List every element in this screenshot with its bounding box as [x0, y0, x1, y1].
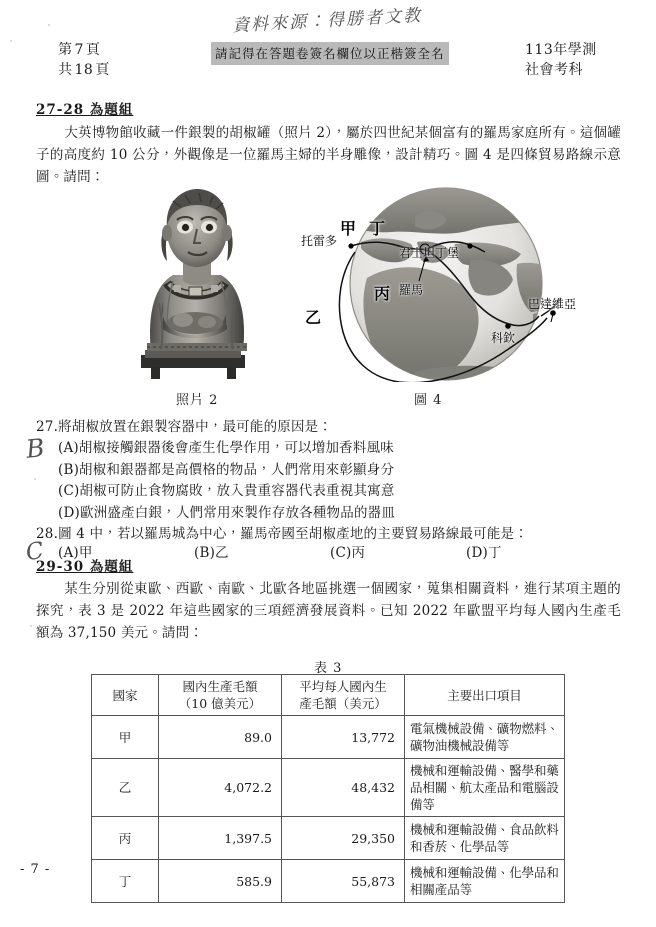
header-gdp-line2: （10 億美元）: [178, 696, 262, 711]
figure-4-caption: 圖 4: [414, 393, 443, 408]
passage-29-30: 某生分別從東歐、西歐、南歐、北歐各地區挑選一個國家，蒐集相關資料，進行某項主題的探究，表 3 是 2022 年這些國家的三項經濟發展資料。已知 2022 年歐盟平均每人國內生產毛額為 37,150 美元。請問：: [36, 581, 621, 641]
cell-main-exports: 電氣機械設備、礦物燃料、礦物油機械設備等: [405, 716, 565, 759]
question-27-stem: 將胡椒放置在銀製容器中，最可能的原因是：: [58, 419, 333, 435]
passage-27-28: 大英博物館收藏一件銀製的胡椒罐（照片 2），屬於四世紀某個富有的羅馬家庭所有。這個罐子的高度約 10 公分，外觀像是一位羅馬主婦的半身雕像，設計精巧。圖 4 是四條貿易路線示意圖。請問：: [36, 125, 621, 185]
cell-country: 甲: [92, 716, 159, 759]
cell-main-exports: 機械和運輸設備、食品飲料和香菸、化學品等: [405, 817, 565, 860]
option-27-a[interactable]: (A)胡椒接觸銀器後會產生化學作用，可以增加香料風味: [58, 440, 394, 456]
handwritten-answer-28: C: [23, 537, 46, 567]
cell-main-exports: 機械和運輸設備、醫學和藥品相關、航太產品和電腦設備等: [405, 759, 565, 817]
globe-label-route-yi: 乙: [305, 308, 322, 327]
page-total-prefix: 共: [58, 62, 73, 78]
header-pc-line2: 產毛額（美元）: [299, 696, 387, 711]
globe-label-route-bing: 丙: [374, 284, 391, 303]
page-current-prefix: 第: [58, 42, 73, 58]
page-current-suffix: 頁: [85, 42, 101, 58]
option-27-c[interactable]: (C)胡椒可防止食物腐敗，放入貴重容器代表重視其寓意: [58, 483, 395, 499]
page-total-number: 18: [74, 62, 94, 78]
cell-main-exports: 機械和運輸設備、化學品和相關產品等: [405, 860, 565, 903]
table-3-title: 表 3: [314, 661, 343, 676]
option-27-b[interactable]: (B)胡椒和銀器都是高價格的物品，人們常用來彰顯身分: [58, 461, 395, 478]
cell-gdp-per-capita: 13,772: [282, 716, 405, 759]
table-row: [92, 860, 565, 903]
scan-speck: [30, 625, 32, 627]
exam-year: 113年學測: [525, 42, 597, 58]
page-number-block: [58, 40, 110, 80]
table-header-row: [92, 675, 565, 716]
group-title-27-28: 27-28 為題組: [36, 102, 134, 118]
globe-label-route-jia: 甲: [340, 219, 357, 238]
header-pc-line1: 平均每人國內生: [299, 679, 387, 694]
scan-speck: [10, 40, 12, 42]
cell-gdp-per-capita: 29,350: [282, 817, 405, 860]
scan-speck: [48, 24, 50, 26]
exam-subject: 社會考科: [525, 62, 583, 78]
option-28-d[interactable]: (D)丁: [466, 545, 502, 561]
globe-label-constantinople: 君士坦丁堡: [399, 246, 460, 260]
handwritten-answer-27: B: [24, 433, 46, 464]
exam-identifier-block: [525, 40, 597, 80]
question-28: [36, 524, 528, 545]
page-footer: - 7 -: [20, 862, 51, 877]
question-28-number: 28.: [36, 526, 59, 542]
globe-label-cochin: 科欽: [491, 331, 516, 345]
option-28-b[interactable]: (B)乙: [194, 545, 229, 561]
globe-label-batavia: 巴達維亞: [528, 297, 577, 311]
header-gdp-line1: 國內生產毛額: [182, 679, 258, 694]
photo-2-caption: 照片 2: [176, 393, 219, 408]
cell-gdp-per-capita: 55,873: [282, 860, 405, 903]
cell-gdp-per-capita: 48,432: [282, 759, 405, 817]
scan-speck: [34, 478, 36, 480]
question-27-options: [58, 438, 395, 524]
cell-country: 乙: [92, 759, 159, 817]
photo-2-pepper-pot: [133, 183, 261, 381]
question-27-number: 27.: [36, 419, 59, 435]
header-gdp-per-capita: [282, 675, 405, 716]
cell-gdp: 4,072.2: [159, 759, 282, 817]
option-27-d[interactable]: (D)歐洲盛產白銀，人們常用來製作存放各種物品的器皿: [58, 504, 396, 521]
option-28-c[interactable]: (C)丙: [330, 545, 366, 561]
globe-label-route-ding: 丁: [369, 219, 386, 238]
cell-gdp: 89.0: [159, 716, 282, 759]
header-country: 國家: [92, 675, 159, 716]
header-main-exports: 主要出口項目: [405, 675, 565, 716]
signature-reminder-stamp: 請記得在答題卷簽名欄位以正楷簽全名: [211, 42, 449, 65]
cell-gdp: 1,397.5: [159, 817, 282, 860]
globe-label-rome: 羅馬: [399, 283, 424, 297]
figure-4-globe-trade-routes: [295, 186, 597, 382]
option-28-a[interactable]: (A)甲: [58, 545, 93, 561]
cell-gdp: 585.9: [159, 860, 282, 903]
table-3: [91, 674, 565, 903]
globe-label-toledo: 托雷多: [301, 234, 338, 248]
handwritten-source-note: 資料來源：得勝者文教: [231, 5, 423, 37]
question-27: [36, 417, 332, 438]
table-row: [92, 817, 565, 860]
header-gdp: [159, 675, 282, 716]
question-28-stem: 圖 4 中，若以羅馬城為中心，羅馬帝國至胡椒產地的主要貿易路線最可能是：: [58, 526, 528, 542]
page-total-suffix: 頁: [95, 62, 110, 78]
table-row: [92, 716, 565, 759]
page-current-number: 7: [74, 42, 84, 58]
question-28-options: [58, 543, 603, 565]
cell-country: 丁: [92, 860, 159, 903]
table-row: [92, 759, 565, 817]
cell-country: 丙: [92, 817, 159, 860]
group-title-29-30: 29-30 為題組: [36, 559, 134, 575]
